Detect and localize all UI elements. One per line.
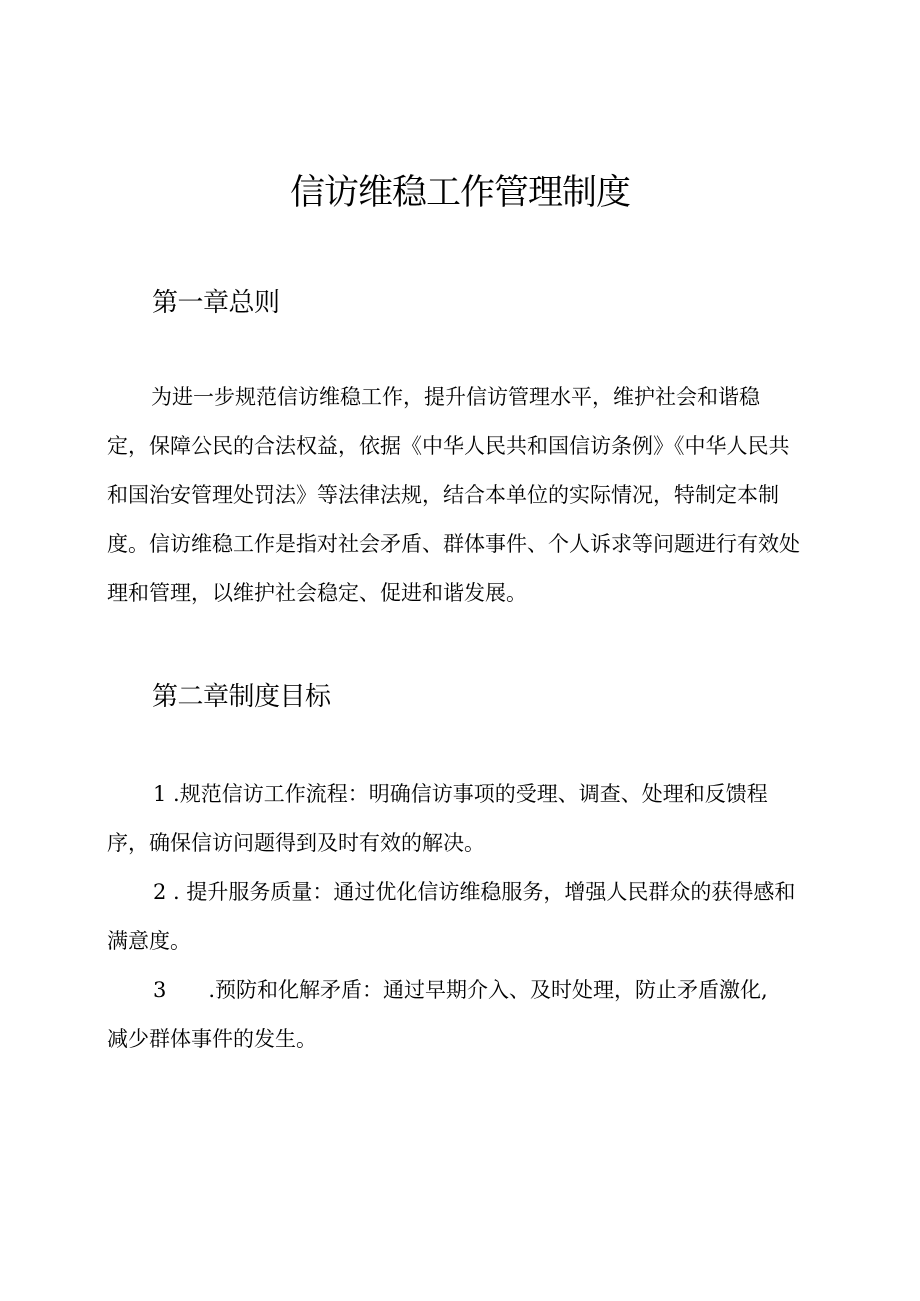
list-item-line: 减少群体事件的发生。	[107, 1027, 317, 1051]
paragraph-line: 理和管理，以维护社会稳定、促进和谐发展。	[107, 581, 527, 605]
chapter-1-heading: 第一章总则	[152, 288, 280, 318]
list-item	[107, 770, 823, 868]
list-item-line: 序，确保信访问题得到及时有效的解决。	[107, 831, 485, 855]
paragraph-line: 定，保障公民的合法权益，依据《中华人民共和国信访条例》《中华人民共	[107, 434, 790, 458]
paragraph-line: 度。信访维稳工作是指对社会矛盾、群体事件、个人诉求等问题进行有效处	[107, 532, 800, 556]
paragraph-line: 为进一步规范信访维稳工作，提升信访管理水平，维护社会和谐稳	[151, 385, 760, 409]
list-item-line: 1 .规范信访工作流程：明确信访事项的受理、调查、处理和反馈程	[153, 782, 768, 806]
list-item-line: 2 . 提升服务质量：通过优化信访维稳服务，增强人民群众的获得感和	[153, 880, 796, 904]
chapter-2-list	[107, 770, 823, 1064]
list-item	[107, 966, 823, 1064]
list-item-line: 3 .预防和化解矛盾：通过早期介入、及时处理，防止矛盾激化,	[153, 978, 768, 1002]
paragraph-line: 和国治安管理处罚法》等法律法规，结合本单位的实际情况，特制定本制	[107, 483, 779, 507]
chapter-1-paragraph	[107, 373, 823, 618]
list-item	[107, 868, 823, 966]
list-item-line: 满意度。	[107, 929, 191, 953]
chapter-2-heading: 第二章制度目标	[152, 682, 331, 712]
document-title: 信访维稳工作管理制度	[289, 173, 630, 213]
